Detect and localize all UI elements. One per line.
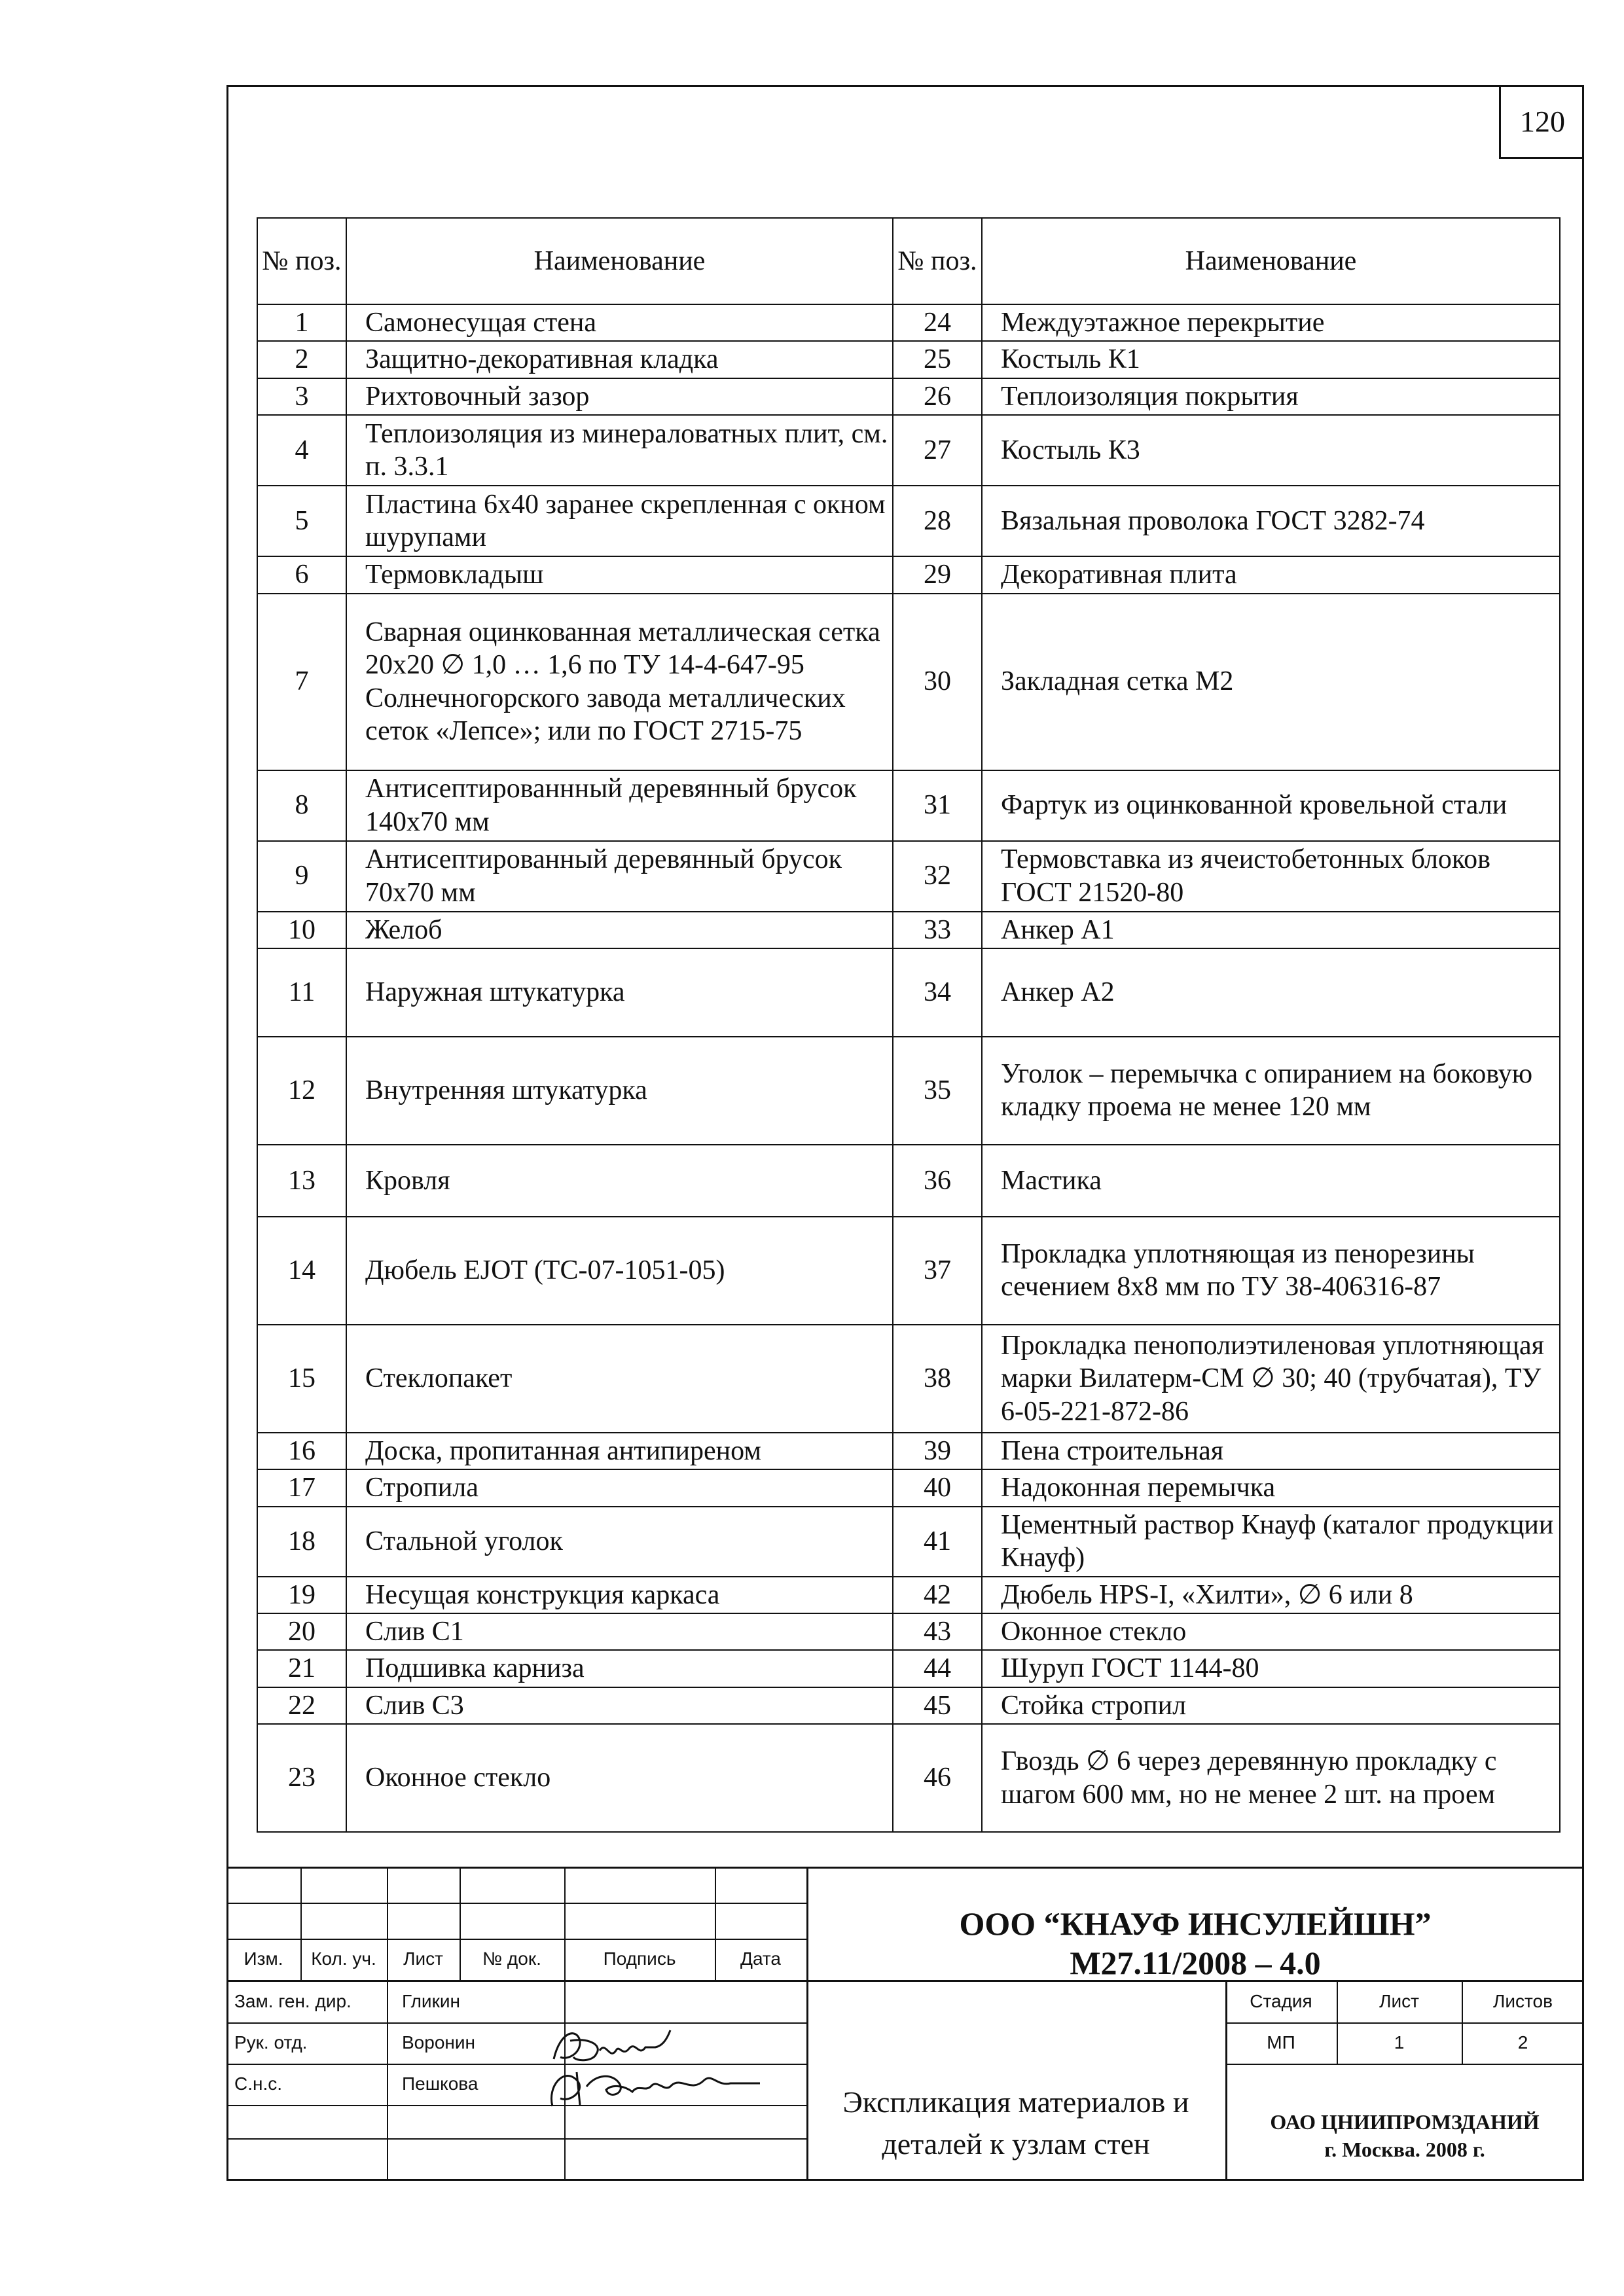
name-cell-right: Костыль К1 <box>982 341 1560 378</box>
pos-cell-right: 35 <box>893 1037 982 1145</box>
name-cell-right: Прокладка уплотняющая из пенорезины сечением 8х8 мм по ТУ 38-406316-87 <box>982 1217 1560 1325</box>
name-cell-left: Стальной уголок <box>346 1507 893 1577</box>
pos-cell-right: 32 <box>893 841 982 912</box>
name-cell-right: Надоконная перемычка <box>982 1469 1560 1506</box>
name-cell-right: Цементный раствор Кнауф (каталог продукции Кнауф) <box>982 1507 1560 1577</box>
pos-cell-right: 25 <box>893 341 982 378</box>
pos-cell-right: 28 <box>893 486 982 556</box>
table-body <box>257 304 1560 1832</box>
name-cell-left: Наружная штукатурка <box>346 948 893 1037</box>
table-row <box>257 1037 1560 1145</box>
name-cell-right: Анкер А1 <box>982 912 1560 948</box>
role-sns: С.н.с. <box>234 2073 283 2094</box>
table-row <box>257 594 1560 770</box>
name-cell-left: Термовкладыш <box>346 556 893 593</box>
table-row <box>257 912 1560 948</box>
document-title-line-1: Экспликация материалов и <box>842 2085 1189 2119</box>
name-cell-left: Оконное стекло <box>346 1724 893 1832</box>
pos-cell-left: 22 <box>257 1687 346 1724</box>
name-cell-right: Междуэтажное перекрытие <box>982 304 1560 341</box>
name-cell-left: Самонесущая стена <box>346 304 893 341</box>
pos-cell-left: 13 <box>257 1145 346 1217</box>
pos-cell-left: 4 <box>257 415 346 486</box>
signatures <box>541 2021 763 2113</box>
pos-cell-left: 14 <box>257 1217 346 1325</box>
pos-cell-left: 19 <box>257 1577 346 1613</box>
pos-cell-left: 6 <box>257 556 346 593</box>
name-peshkova: Пешкова <box>402 2073 478 2094</box>
stage-header: Стадия <box>1250 1991 1312 2011</box>
pos-cell-right: 42 <box>893 1577 982 1613</box>
col-label-kol-uch: Кол. уч. <box>311 1948 376 1969</box>
pos-cell-right: 40 <box>893 1469 982 1506</box>
pos-cell-left: 1 <box>257 304 346 341</box>
pos-cell-right: 46 <box>893 1724 982 1832</box>
table-row <box>257 1469 1560 1506</box>
name-cell-right: Закладная сетка М2 <box>982 594 1560 770</box>
col-header-name-right: Наименование <box>982 218 1560 304</box>
col-label-data: Дата <box>740 1948 781 1969</box>
pos-cell-right: 26 <box>893 378 982 415</box>
name-cell-right: Фартук из оцинкованной кровельной стали <box>982 770 1560 841</box>
table-row <box>257 486 1560 556</box>
table-row <box>257 1613 1560 1650</box>
pos-cell-right: 29 <box>893 556 982 593</box>
name-cell-left: Кровля <box>346 1145 893 1217</box>
table-row <box>257 1325 1560 1433</box>
role-zam-gen-dir: Зам. ген. дир. <box>234 1991 352 2011</box>
organization-name: ООО “КНАУФ ИНСУЛЕЙШН” <box>959 1905 1432 1942</box>
table-row <box>257 1724 1560 1832</box>
name-cell-left: Желоб <box>346 912 893 948</box>
table-row <box>257 556 1560 593</box>
pos-cell-right: 30 <box>893 594 982 770</box>
name-cell-right: Уголок – перемычка с опиранием на боковую кладку проема не менее 120 мм <box>982 1037 1560 1145</box>
name-cell-left: Стеклопакет <box>346 1325 893 1433</box>
col-label-podpis: Подпись <box>603 1948 676 1969</box>
sheets-header: Листов <box>1493 1991 1553 2011</box>
name-cell-left: Слив С1 <box>346 1613 893 1650</box>
specification-table <box>257 217 1561 1833</box>
pos-cell-right: 34 <box>893 948 982 1037</box>
pos-cell-right: 33 <box>893 912 982 948</box>
table-row <box>257 1217 1560 1325</box>
pos-cell-right: 43 <box>893 1613 982 1650</box>
pos-cell-left: 2 <box>257 341 346 378</box>
title-block <box>226 1867 1584 2181</box>
document-title-line-2: деталей к узлам стен <box>882 2127 1150 2161</box>
table-row <box>257 341 1560 378</box>
sheet-value: 1 <box>1394 2032 1405 2053</box>
name-cell-left: Подшивка карниза <box>346 1650 893 1687</box>
table-row <box>257 304 1560 341</box>
pos-cell-left: 18 <box>257 1507 346 1577</box>
institute-city-year: г. Москва. 2008 г. <box>1324 2137 1485 2161</box>
name-cell-left: Стропила <box>346 1469 893 1506</box>
name-cell-right: Термовставка из ячеистобетонных блоков ГОСТ 21520-80 <box>982 841 1560 912</box>
table-row <box>257 1687 1560 1724</box>
name-cell-right: Костыль К3 <box>982 415 1560 486</box>
name-cell-right: Пена строительная <box>982 1433 1560 1469</box>
table-row <box>257 948 1560 1037</box>
pos-cell-left: 3 <box>257 378 346 415</box>
name-cell-right: Стойка стропил <box>982 1687 1560 1724</box>
col-header-name-left: Наименование <box>346 218 893 304</box>
pos-cell-left: 7 <box>257 594 346 770</box>
pos-cell-left: 23 <box>257 1724 346 1832</box>
institute-name: ОАО ЦНИИПРОМЗДАНИЙ <box>1270 2110 1540 2134</box>
pos-cell-right: 31 <box>893 770 982 841</box>
name-cell-left: Дюбель EJOT (TC-07-1051-05) <box>346 1217 893 1325</box>
name-cell-left: Антисептированнный деревянный брусок 140х70 мм <box>346 770 893 841</box>
pos-cell-left: 11 <box>257 948 346 1037</box>
name-glikin: Гликин <box>402 1991 460 2011</box>
institute-block <box>1225 2109 1584 2163</box>
pos-cell-left: 12 <box>257 1037 346 1145</box>
pos-cell-left: 16 <box>257 1433 346 1469</box>
pos-cell-left: 21 <box>257 1650 346 1687</box>
col-label-n-dok: № док. <box>482 1948 541 1969</box>
name-cell-right: Теплоизоляция покрытия <box>982 378 1560 415</box>
pos-cell-left: 17 <box>257 1469 346 1506</box>
pos-cell-right: 44 <box>893 1650 982 1687</box>
name-cell-right: Гвоздь ∅ 6 через деревянную прокладку с шагом 600 мм, но не менее 2 шт. на проем <box>982 1724 1560 1832</box>
name-cell-left: Антисептированный деревянный брусок 70х70 мм <box>346 841 893 912</box>
sheets-value: 2 <box>1517 2032 1528 2053</box>
col-header-pos-right: № поз. <box>893 218 982 304</box>
table-header-row <box>257 218 1560 304</box>
table-row <box>257 1145 1560 1217</box>
pos-cell-right: 36 <box>893 1145 982 1217</box>
stage-value: МП <box>1267 2032 1295 2053</box>
pos-cell-right: 38 <box>893 1325 982 1433</box>
table-row <box>257 415 1560 486</box>
table-row <box>257 1577 1560 1613</box>
pos-cell-left: 5 <box>257 486 346 556</box>
name-cell-right: Вязальная проволока ГОСТ 3282-74 <box>982 486 1560 556</box>
name-cell-right: Шуруп ГОСТ 1144-80 <box>982 1650 1560 1687</box>
col-header-pos-left: № поз. <box>257 218 346 304</box>
table-row <box>257 1650 1560 1687</box>
pos-cell-left: 15 <box>257 1325 346 1433</box>
name-cell-right: Прокладка пенополиэтиленовая уплотняющая марки Вилатерм-СМ ∅ 30; 40 (трубчатая), ТУ 6-05-221-872-86 <box>982 1325 1560 1433</box>
name-cell-left: Теплоизоляция из минераловатных плит, см. п. 3.3.1 <box>346 415 893 486</box>
pos-cell-left: 8 <box>257 770 346 841</box>
col-label-list: Лист <box>403 1948 443 1969</box>
table-row <box>257 841 1560 912</box>
name-cell-right: Декоративная плита <box>982 556 1560 593</box>
name-cell-right: Мастика <box>982 1145 1560 1217</box>
name-cell-left: Доска, пропитанная антипиреном <box>346 1433 893 1469</box>
sheet-header: Лист <box>1379 1991 1419 2011</box>
pos-cell-right: 41 <box>893 1507 982 1577</box>
page-number: 120 <box>1499 85 1584 159</box>
pos-cell-right: 37 <box>893 1217 982 1325</box>
table-row <box>257 770 1560 841</box>
table-row <box>257 1433 1560 1469</box>
name-cell-left: Несущая конструкция каркаса <box>346 1577 893 1613</box>
pos-cell-left: 20 <box>257 1613 346 1650</box>
name-cell-left: Сварная оцинкованная металлическая сетка 20х20 ∅ 1,0 … 1,6 по ТУ 14-4-647-95 Солнечногорского завода металлических сеток «Лепсе»; или по ГОСТ 2715-75 <box>346 594 893 770</box>
name-cell-right: Дюбель HPS-I, «Хилти», ∅ 6 или 8 <box>982 1577 1560 1613</box>
pos-cell-right: 39 <box>893 1433 982 1469</box>
name-cell-left: Внутренняя штукатурка <box>346 1037 893 1145</box>
pos-cell-right: 45 <box>893 1687 982 1724</box>
role-ruk-otd: Рук. отд. <box>234 2032 308 2053</box>
name-voronin: Воронин <box>402 2032 475 2053</box>
pos-cell-right: 27 <box>893 415 982 486</box>
col-label-izm: Изм. <box>244 1948 283 1969</box>
name-cell-left: Защитно-декоративная кладка <box>346 341 893 378</box>
pos-cell-left: 9 <box>257 841 346 912</box>
name-cell-left: Слив С3 <box>346 1687 893 1724</box>
table-row <box>257 378 1560 415</box>
name-cell-right: Анкер А2 <box>982 948 1560 1037</box>
pos-cell-left: 10 <box>257 912 346 948</box>
document-title <box>806 2081 1225 2166</box>
name-cell-right: Оконное стекло <box>982 1613 1560 1650</box>
document-code: М27.11/2008 – 4.0 <box>1070 1945 1321 1981</box>
name-cell-left: Пластина 6х40 заранее скрепленная с окном шурупами <box>346 486 893 556</box>
pos-cell-right: 24 <box>893 304 982 341</box>
table-row <box>257 1507 1560 1577</box>
name-cell-left: Рихтовочный зазор <box>346 378 893 415</box>
